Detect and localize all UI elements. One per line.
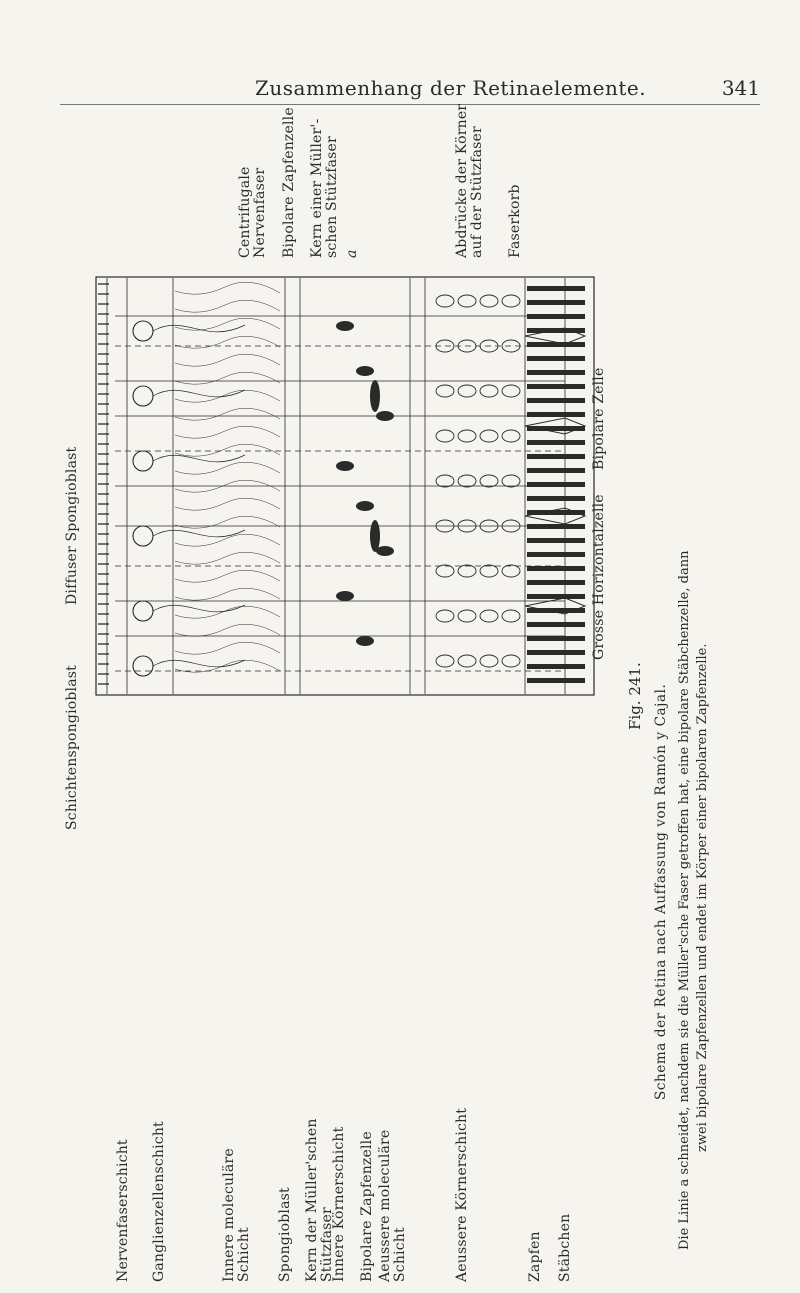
rod-segment bbox=[527, 636, 585, 641]
label-aeussere-molekulaere-schicht: Aeussere moleculäre Schicht bbox=[377, 1129, 408, 1282]
rod-segment bbox=[527, 356, 585, 361]
molecular-branch bbox=[175, 408, 280, 420]
ganglion-cell bbox=[133, 451, 153, 471]
rod-segment bbox=[527, 468, 585, 473]
rod-segment bbox=[527, 314, 585, 319]
rod-segment bbox=[527, 538, 585, 543]
figure-caption-line2: Die Linie a schneidet, nachdem sie die Müller'sche Faser getroffen hat, eine bipolare Stäbchenzelle, dann bbox=[677, 550, 692, 1250]
label-schichtenspongioblast: Schichtenspongioblast bbox=[64, 665, 80, 830]
molecular-branch bbox=[175, 354, 280, 366]
molecular-branch bbox=[175, 642, 280, 654]
outer-nuclear-cell bbox=[436, 385, 454, 397]
molecular-branch bbox=[175, 300, 280, 312]
molecular-branch bbox=[175, 498, 280, 510]
outer-nuclear-cell bbox=[458, 475, 476, 487]
label-top-bipolare-zapfenzelle: Bipolare Zapfenzelle bbox=[281, 107, 297, 258]
outer-nuclear-cell bbox=[480, 475, 498, 487]
outer-nuclear-cell bbox=[436, 565, 454, 577]
label-spongioblast: Spongioblast bbox=[277, 1187, 293, 1282]
rod-segment bbox=[527, 664, 585, 669]
molecular-branch bbox=[175, 606, 280, 618]
rod-segment bbox=[527, 594, 585, 599]
rod-segment bbox=[527, 384, 585, 389]
outer-nuclear-cell bbox=[436, 610, 454, 622]
rod-segment bbox=[527, 398, 585, 403]
outer-nuclear-cell bbox=[502, 475, 520, 487]
rod-segment bbox=[527, 650, 585, 655]
molecular-branch bbox=[175, 336, 280, 348]
rod-segment bbox=[527, 678, 585, 683]
label-faserkorb: Faserkorb bbox=[507, 184, 523, 258]
outer-nuclear-cell bbox=[480, 565, 498, 577]
bipolar-nucleus bbox=[356, 501, 374, 511]
molecular-branch bbox=[175, 516, 280, 528]
outer-nuclear-cell bbox=[436, 295, 454, 307]
header-rule bbox=[60, 104, 760, 105]
label-nervenfaserschicht: Nervenfaserschicht bbox=[115, 1139, 131, 1282]
rod-segment bbox=[527, 300, 585, 305]
bipolar-nucleus bbox=[336, 461, 354, 471]
outer-nuclear-cell bbox=[480, 385, 498, 397]
label-grosse-horizontalzelle: Grosse Horizontalzelle bbox=[591, 494, 607, 660]
molecular-branch bbox=[175, 282, 280, 294]
ganglion-cell bbox=[133, 656, 153, 676]
bipolar-nucleus bbox=[336, 591, 354, 601]
ganglion-dendrite bbox=[153, 325, 245, 332]
rod-segment bbox=[527, 552, 585, 557]
molecular-branch bbox=[175, 444, 280, 456]
rod-segment bbox=[527, 440, 585, 445]
outer-nuclear-cell bbox=[458, 430, 476, 442]
outer-nuclear-cell bbox=[458, 610, 476, 622]
molecular-branch bbox=[175, 552, 280, 564]
outer-nuclear-cell bbox=[502, 565, 520, 577]
label-line-a: a bbox=[344, 249, 360, 258]
retina-schema-diagram bbox=[95, 276, 595, 696]
rod-segment bbox=[527, 482, 585, 487]
outer-nuclear-cell bbox=[480, 430, 498, 442]
mueller-nucleus bbox=[370, 380, 380, 412]
page-number: 341 bbox=[721, 76, 760, 100]
molecular-branch bbox=[175, 426, 280, 438]
molecular-branch bbox=[175, 318, 280, 330]
mueller-nucleus bbox=[370, 520, 380, 552]
ganglion-dendrite bbox=[153, 660, 245, 667]
ganglion-cell bbox=[133, 321, 153, 341]
outer-nuclear-cell bbox=[480, 295, 498, 307]
rod-segment bbox=[527, 286, 585, 291]
outer-nuclear-cell bbox=[458, 655, 476, 667]
rod-segment bbox=[527, 496, 585, 501]
label-diffuser-spongioblast: Diffuser Spongioblast bbox=[64, 446, 80, 605]
label-abdruecke-koerner: Abdrücke der Körner auf der Stützfaser bbox=[454, 103, 485, 258]
outer-nuclear-cell bbox=[436, 475, 454, 487]
molecular-branch bbox=[175, 462, 280, 474]
outer-nuclear-cell bbox=[502, 610, 520, 622]
rod-segment bbox=[527, 342, 585, 347]
label-innere-koernerschicht: Innere Körnerschicht bbox=[331, 1126, 347, 1282]
label-bipolare-zelle: Bipolare Zelle bbox=[591, 367, 607, 470]
figure-caption-line3: zwei bipolare Zapfenzellen und endet im Körper einer bipolaren Zapfenzelle. bbox=[695, 643, 710, 1152]
rod-segment bbox=[527, 524, 585, 529]
label-ganglienzellenschicht: Ganglienzellenschicht bbox=[151, 1121, 167, 1282]
outer-nuclear-cell bbox=[480, 610, 498, 622]
label-zapfen: Zapfen bbox=[527, 1231, 543, 1282]
bipolar-nucleus bbox=[376, 546, 394, 556]
rod-segment bbox=[527, 370, 585, 375]
label-bottom-bipolare-zapfenzelle: Bipolare Zapfenzelle bbox=[359, 1131, 375, 1282]
label-aeussere-koernerschicht: Aeussere Körnerschicht bbox=[454, 1107, 470, 1282]
running-title: Zusammenhang der Retinaelemente. bbox=[255, 76, 647, 100]
label-innere-molekulaere-schicht: Innere moleculäre Schicht bbox=[221, 1148, 252, 1282]
label-staebchen: Stäbchen bbox=[557, 1213, 573, 1282]
figure-number: Fig. 241. bbox=[626, 662, 644, 730]
outer-nuclear-cell bbox=[458, 385, 476, 397]
label-kern-mueller-stuetzfaser: Kern einer Müller'- schen Stützfaser bbox=[309, 118, 340, 258]
rod-segment bbox=[527, 566, 585, 571]
outer-nuclear-cell bbox=[480, 655, 498, 667]
ganglion-cell bbox=[133, 601, 153, 621]
outer-nuclear-cell bbox=[458, 565, 476, 577]
molecular-branch bbox=[175, 624, 280, 636]
rod-segment bbox=[527, 622, 585, 627]
ganglion-cell bbox=[133, 526, 153, 546]
rod-segment bbox=[527, 580, 585, 585]
page-header bbox=[60, 76, 760, 106]
rod-segment bbox=[527, 454, 585, 459]
outer-nuclear-cell bbox=[458, 295, 476, 307]
bipolar-nucleus bbox=[356, 366, 374, 376]
rod-segment bbox=[527, 412, 585, 417]
label-kern-der-mueller-stuetzfaser: Kern der Müller'schen Stützfaser bbox=[304, 1118, 335, 1282]
ganglion-dendrite bbox=[153, 530, 245, 537]
molecular-branch bbox=[175, 588, 280, 600]
outer-nuclear-cell bbox=[436, 430, 454, 442]
molecular-branch bbox=[175, 570, 280, 582]
ganglion-dendrite bbox=[153, 390, 245, 397]
figure-caption-title: Schema der Retina nach Auffassung von Ramón y Cajal. bbox=[653, 683, 669, 1100]
molecular-branch bbox=[175, 372, 280, 384]
outer-nuclear-cell bbox=[502, 655, 520, 667]
outer-nuclear-cell bbox=[502, 385, 520, 397]
bipolar-nucleus bbox=[376, 411, 394, 421]
label-centrifugale-nervenfaser: Centrifugale Nervenfaser bbox=[237, 166, 268, 258]
ganglion-cell bbox=[133, 386, 153, 406]
outer-nuclear-cell bbox=[502, 430, 520, 442]
bipolar-nucleus bbox=[356, 636, 374, 646]
outer-nuclear-cell bbox=[502, 295, 520, 307]
bipolar-nucleus bbox=[336, 321, 354, 331]
outer-nuclear-cell bbox=[436, 655, 454, 667]
